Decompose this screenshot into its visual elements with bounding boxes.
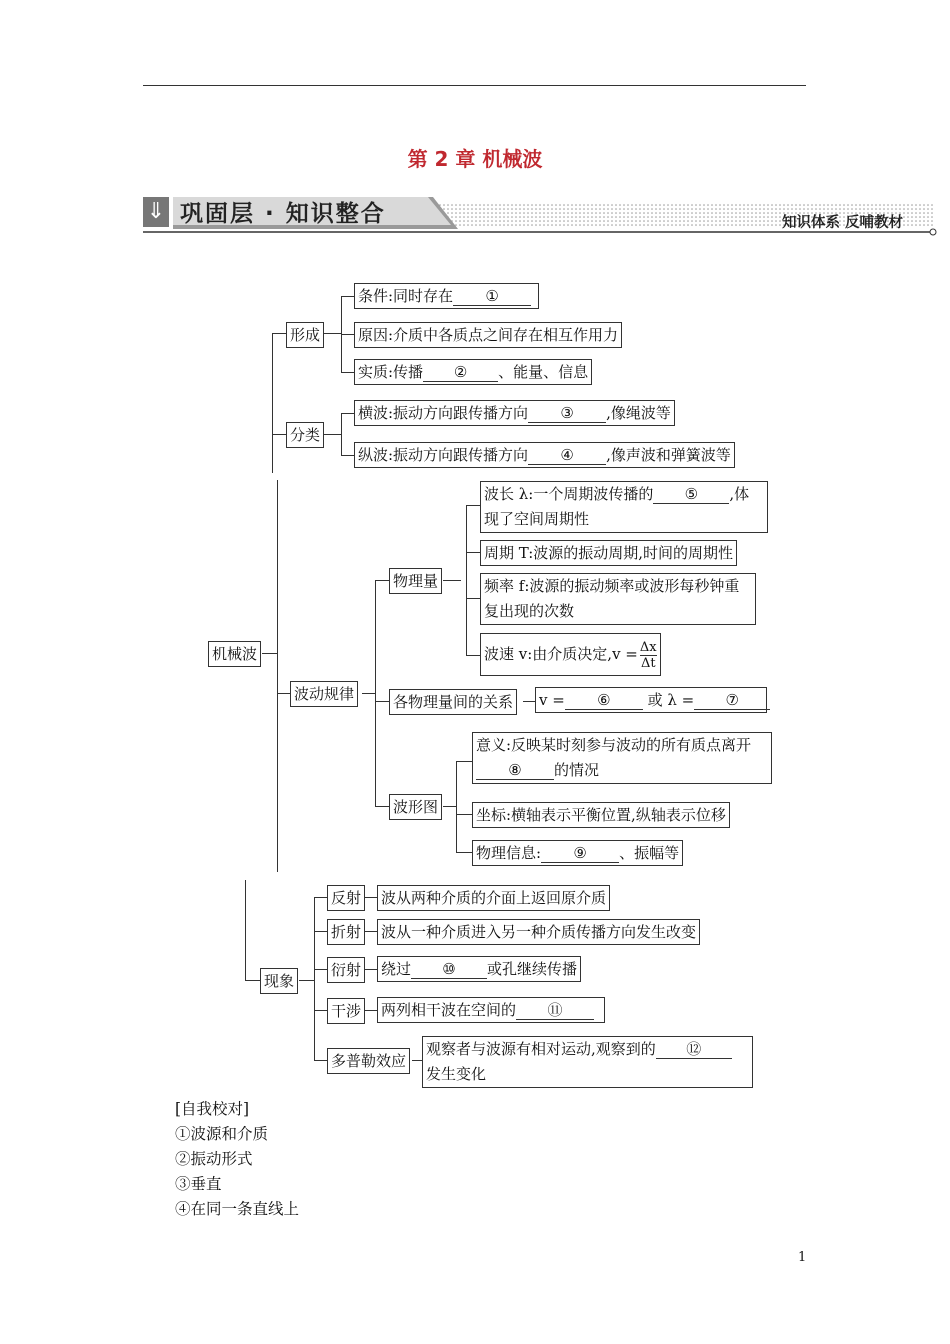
- answer-item: ③垂直: [175, 1175, 222, 1193]
- classification-node: 分类: [286, 422, 324, 448]
- down-arrow-icon: ⇓: [143, 197, 169, 227]
- page-number: 1: [798, 1250, 807, 1265]
- refraction-node: 折射: [327, 919, 365, 945]
- answer-item: ②振动形式: [175, 1150, 253, 1168]
- header-rule: [143, 85, 806, 86]
- formation-essence: 实质:传播 ② 、能量、信息: [354, 359, 592, 385]
- waveform-axes: 坐标:横轴表示平衡位置,纵轴表示位移: [472, 802, 730, 828]
- phenomena-node: 现象: [260, 968, 298, 994]
- diffraction-node: 衍射: [327, 957, 365, 983]
- wavelength-item: 波长 λ:一个周期波传播的 ⑤ ,体现了空间周期性: [480, 481, 768, 533]
- doppler-node: 多普勒效应: [327, 1048, 410, 1074]
- doppler-desc: 观察者与波源有相对运动,观察到的 ⑫ 发生变化: [422, 1036, 753, 1088]
- refraction-desc: 波从一种介质进入另一种介质传播方向发生改变: [377, 919, 700, 945]
- quantities-node: 物理量: [389, 568, 442, 594]
- formation-reason: 原因:介质中各质点之间存在相互作用力: [354, 322, 622, 348]
- self-check-heading: [自我校对]: [175, 1100, 250, 1118]
- relation-node: 各物理量间的关系: [389, 689, 517, 715]
- banner-title: 巩固层 · 知识整合: [180, 201, 386, 227]
- wave-law-node: 波动规律: [290, 681, 358, 707]
- answer-item: ④在同一条直线上: [175, 1200, 300, 1218]
- formation-node: 形成: [286, 322, 324, 348]
- chapter-title: 第 2 章 机械波: [407, 147, 543, 171]
- self-check: [175, 1097, 299, 1222]
- transverse-wave: 横波:振动方向跟传播方向 ③ ,像绳波等: [354, 400, 675, 426]
- reflection-desc: 波从两种介质的介面上返回原介质: [377, 885, 610, 911]
- diffraction-desc: 绕过 ⑩ 或孔继续传播: [377, 956, 581, 982]
- banner-subtitle: 知识体系 反哺教材: [782, 215, 904, 231]
- waveform-info: 物理信息: ⑨ 、振幅等: [472, 840, 683, 866]
- period-item: 周期 T:波源的振动周期,时间的周期性: [480, 540, 737, 566]
- frequency-item: 频率 f:波源的振动频率或波形每秒钟重复出现的次数: [480, 573, 756, 625]
- reflection-node: 反射: [327, 885, 365, 911]
- speed-item: 波速 v:由介质决定,v = $\frac{\Delta x}{\Delta t}$: [480, 633, 661, 676]
- waveform-meaning: 意义:反映某时刻参与波动的所有质点离开⑧ 的情况: [472, 732, 772, 784]
- interference-node: 干涉: [327, 998, 365, 1024]
- interference-desc: 两列相干波在空间的 ⑪: [377, 997, 605, 1023]
- formation-condition: 条件:同时存在 ①: [354, 283, 539, 309]
- answer-item: ①波源和介质: [175, 1125, 269, 1143]
- longitudinal-wave: 纵波:振动方向跟传播方向 ④ ,像声波和弹簧波等: [354, 442, 735, 468]
- waveform-node: 波形图: [389, 794, 442, 820]
- root-node: 机械波: [208, 641, 261, 667]
- relation-item: v = ⑥ 或 λ = ⑦: [535, 687, 767, 713]
